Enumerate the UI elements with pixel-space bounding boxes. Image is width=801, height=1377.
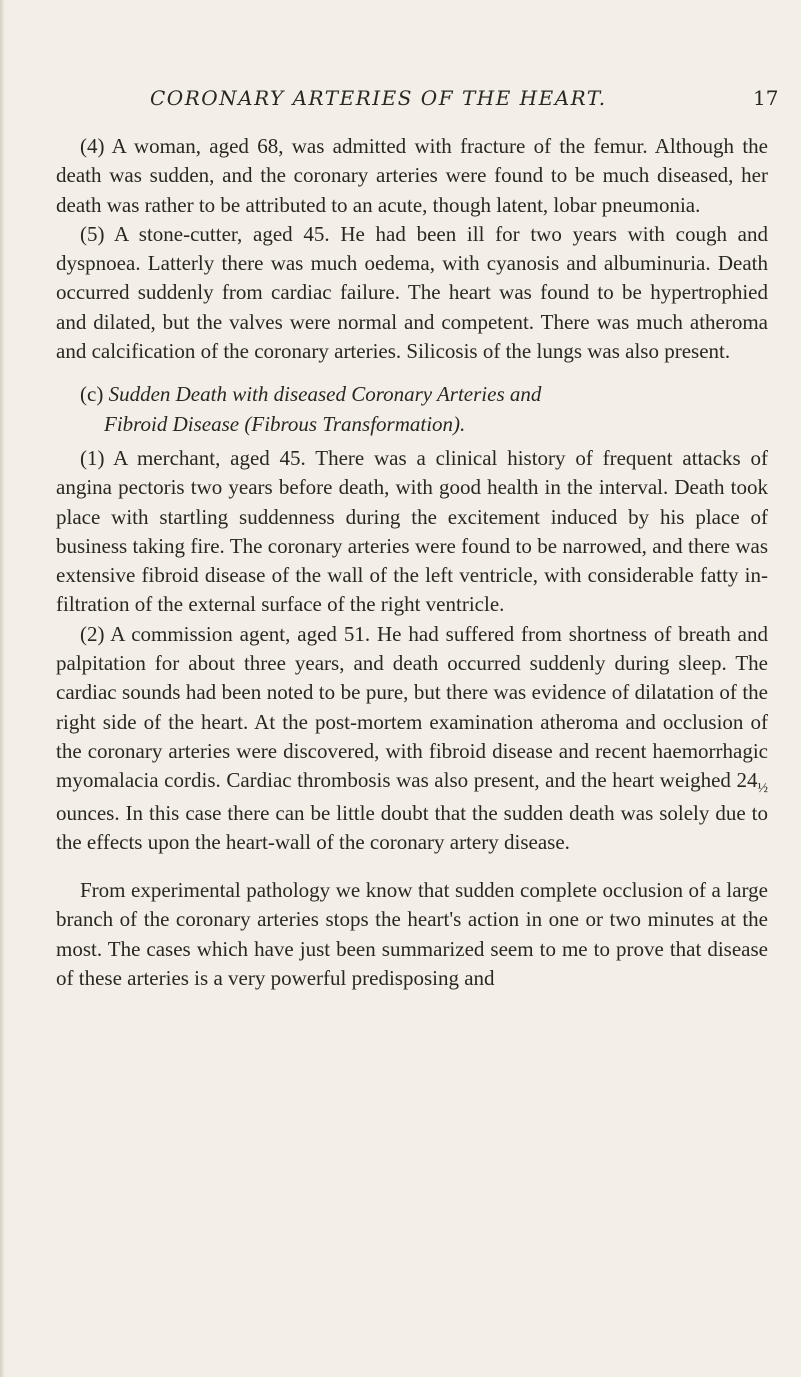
paragraph-case-c1: (1) A merchant, aged 45. There was a clinical history of frequent attacks of angina pectoris two years before death, with good health in the interval. Death took place with startling suddenness during the excitement induced by his place of business taking fire. The coronary arteries were found to be narrowed, and there was extensive fibroid disease of the wall of the left ventricle, with considerable fatty in-filtration of the external surface of the right ventricle.	[56, 445, 768, 617]
page-number: 17	[753, 86, 779, 110]
section-title-line-1: Sudden Death with diseased Coronary Arteries and	[108, 382, 542, 407]
paragraph-case-5: (5) A stone-cutter, aged 45. He had been ill for two years with cough and dyspnoea. Latterly there was much oedema, with cyanosis and albuminuria. Death occurred suddenly from cardiac failure. The heart was found to be hypertrophied and dilated, but the valves were normal and competent. There was much atheroma and calcification of the coronary arteries. Silicosis of the lungs was also present.	[56, 221, 768, 364]
section-title-line-2: Fibroid Disease (Fibrous Transformation).	[104, 411, 466, 436]
running-title: CORONARY ARTERIES OF THE HEART.	[150, 86, 607, 110]
paragraph-conclusion: From experimental pathology we know that sudden complete occlusion of a large branch of the coronary arteries stops the heart's action in one or two minutes at the most. The cases which have just been summarized seem to me to prove that disease of these arteries is a very powerful predisposing and	[56, 878, 768, 991]
case-c2-text-part-1: (2) A commission agent, aged 51. He had suffered from shortness of breath and palpitation for about three years, and death occurred suddenly during sleep. The cardiac sounds had been noted to be pure, but there was evidence of dilatation of the right side of the heart. At the post-mortem examination atheroma and occlusion of the coronary arteries were discovered, with fibroid disease and recent haemorrhagic myomalacia cordis. Cardiac thrombosis was also present, and the heart weighed	[56, 621, 768, 793]
heart-weight-fraction: ½	[757, 781, 769, 797]
section-label: (c)	[80, 382, 104, 407]
body-text	[56, 132, 768, 993]
case-c2-text-part-2: ounces. In this case there can be little doubt that the sudden death was solely due to the effects upon the heart-wall of the coronary artery disease.	[56, 800, 768, 854]
heart-weight-whole: 24	[736, 768, 758, 793]
running-head	[0, 86, 801, 116]
page-edge-shadow	[0, 0, 5, 1377]
section-heading-c	[56, 380, 768, 439]
paragraph-case-4: (4) A woman, aged 68, was admitted with fracture of the femur. Although the death was sudden, and the coronary arteries were found to be much diseased, her death was rather to be attributed to an acute, though latent, lobar pneumonia.	[56, 134, 768, 217]
paragraph-case-c2	[56, 620, 768, 857]
